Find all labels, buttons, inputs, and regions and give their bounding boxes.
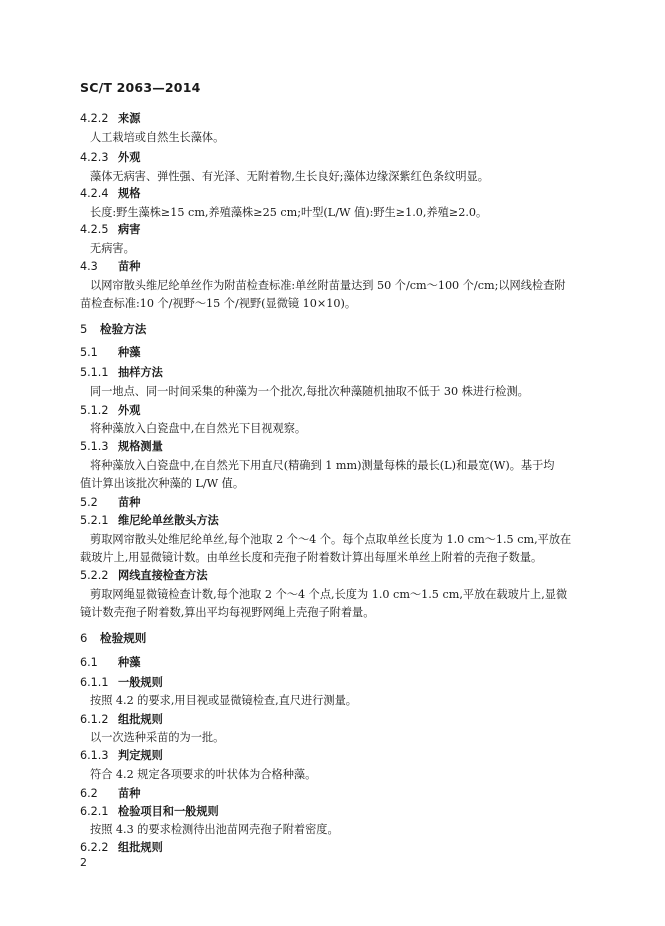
paragraph-continuation: 载玻片上,用显微镜计数。由单丝长度和壳孢子附着数计算出每厘米单丝上附着的壳孢子数量。	[80, 551, 543, 564]
paragraph: 无病害。	[90, 242, 135, 255]
section-heading: 5.2 苗种	[80, 496, 141, 509]
section-heading: 5.1.1 抽样方法	[80, 366, 163, 379]
section-heading: 4.2.5 病害	[80, 223, 141, 236]
section-heading: 4.3 苗种	[80, 260, 141, 273]
section-heading: 5.1 种藻	[80, 346, 141, 359]
section-heading: 5.1.3 规格测量	[80, 440, 163, 453]
paragraph: 人工栽培或自然生长藻体。	[90, 131, 225, 144]
section-heading: 6.1.1 一般规则	[80, 676, 163, 689]
document-code: SC/T 2063—2014	[80, 80, 201, 95]
chapter-heading: 5 检验方法	[80, 322, 147, 336]
paragraph: 以网帘散头维尼纶单丝作为附苗检查标准:单丝附苗量达到 50 个/cm～100 个/cm;以网线检查附	[90, 279, 566, 292]
chapter-heading: 6 检验规则	[80, 631, 147, 645]
section-heading: 6.2.2 组批规则	[80, 841, 163, 854]
section-heading: 6.1.2 组批规则	[80, 713, 163, 726]
paragraph: 以一次选种采苗的为一批。	[90, 731, 225, 744]
section-heading: 4.2.3 外观	[80, 151, 141, 164]
section-heading: 5.2.2 网线直接检查方法	[80, 569, 208, 582]
section-heading: 4.2.2 来源	[80, 112, 141, 125]
paragraph: 按照 4.3 的要求检测待出池苗网壳孢子附着密度。	[90, 823, 339, 836]
section-heading: 5.1.2 外观	[80, 404, 141, 417]
section-heading: 6.2.1 检验项目和一般规则	[80, 805, 219, 818]
paragraph: 将种藻放入白瓷盘中,在自然光下用直尺(精确到 1 mm)测量每株的最长(L)和最宽(W)。基于均	[90, 459, 555, 472]
paragraph: 剪取网帘散头处维尼纶单丝,每个池取 2 个～4 个。每个点取单丝长度为 1.0 cm～1.5 cm,平放在	[90, 533, 572, 546]
paragraph-continuation: 值计算出该批次种藻的 L/W 值。	[80, 477, 245, 490]
page-number: 2	[80, 856, 87, 869]
paragraph: 同一地点、同一时间采集的种藻为一个批次,每批次种藻随机抽取不低于 30 株进行检测。	[90, 385, 529, 398]
paragraph: 藻体无病害、弹性强、有光泽、无附着物,生长良好;藻体边缘深紫红色条纹明显。	[90, 170, 489, 183]
paragraph-continuation: 苗检查标准:10 个/视野～15 个/视野(显微镜 10×10)。	[80, 297, 357, 310]
paragraph: 长度:野生藻株≥15 cm,养殖藻株≥25 cm;叶型(L/W 值):野生≥1.0,养殖≥2.0。	[90, 206, 488, 219]
paragraph: 将种藻放入白瓷盘中,在自然光下目视观察。	[90, 422, 307, 435]
section-heading: 6.2 苗种	[80, 787, 141, 800]
paragraph: 符合 4.2 规定各项要求的叶状体为合格种藻。	[90, 768, 317, 781]
paragraph: 按照 4.2 的要求,用目视或显微镜检查,直尺进行测量。	[90, 694, 357, 707]
paragraph-continuation: 镜计数壳孢子附着数,算出平均每视野网绳上壳孢子附着量。	[80, 606, 375, 619]
section-heading: 5.2.1 维尼纶单丝散头方法	[80, 514, 219, 527]
section-heading: 4.2.4 规格	[80, 187, 141, 200]
section-heading: 6.1 种藻	[80, 656, 141, 669]
paragraph: 剪取网绳显微镜检查计数,每个池取 2 个～4 个点,长度为 1.0 cm～1.5 cm,平放在载玻片上,显微	[90, 588, 568, 601]
section-heading: 6.1.3 判定规则	[80, 749, 163, 762]
